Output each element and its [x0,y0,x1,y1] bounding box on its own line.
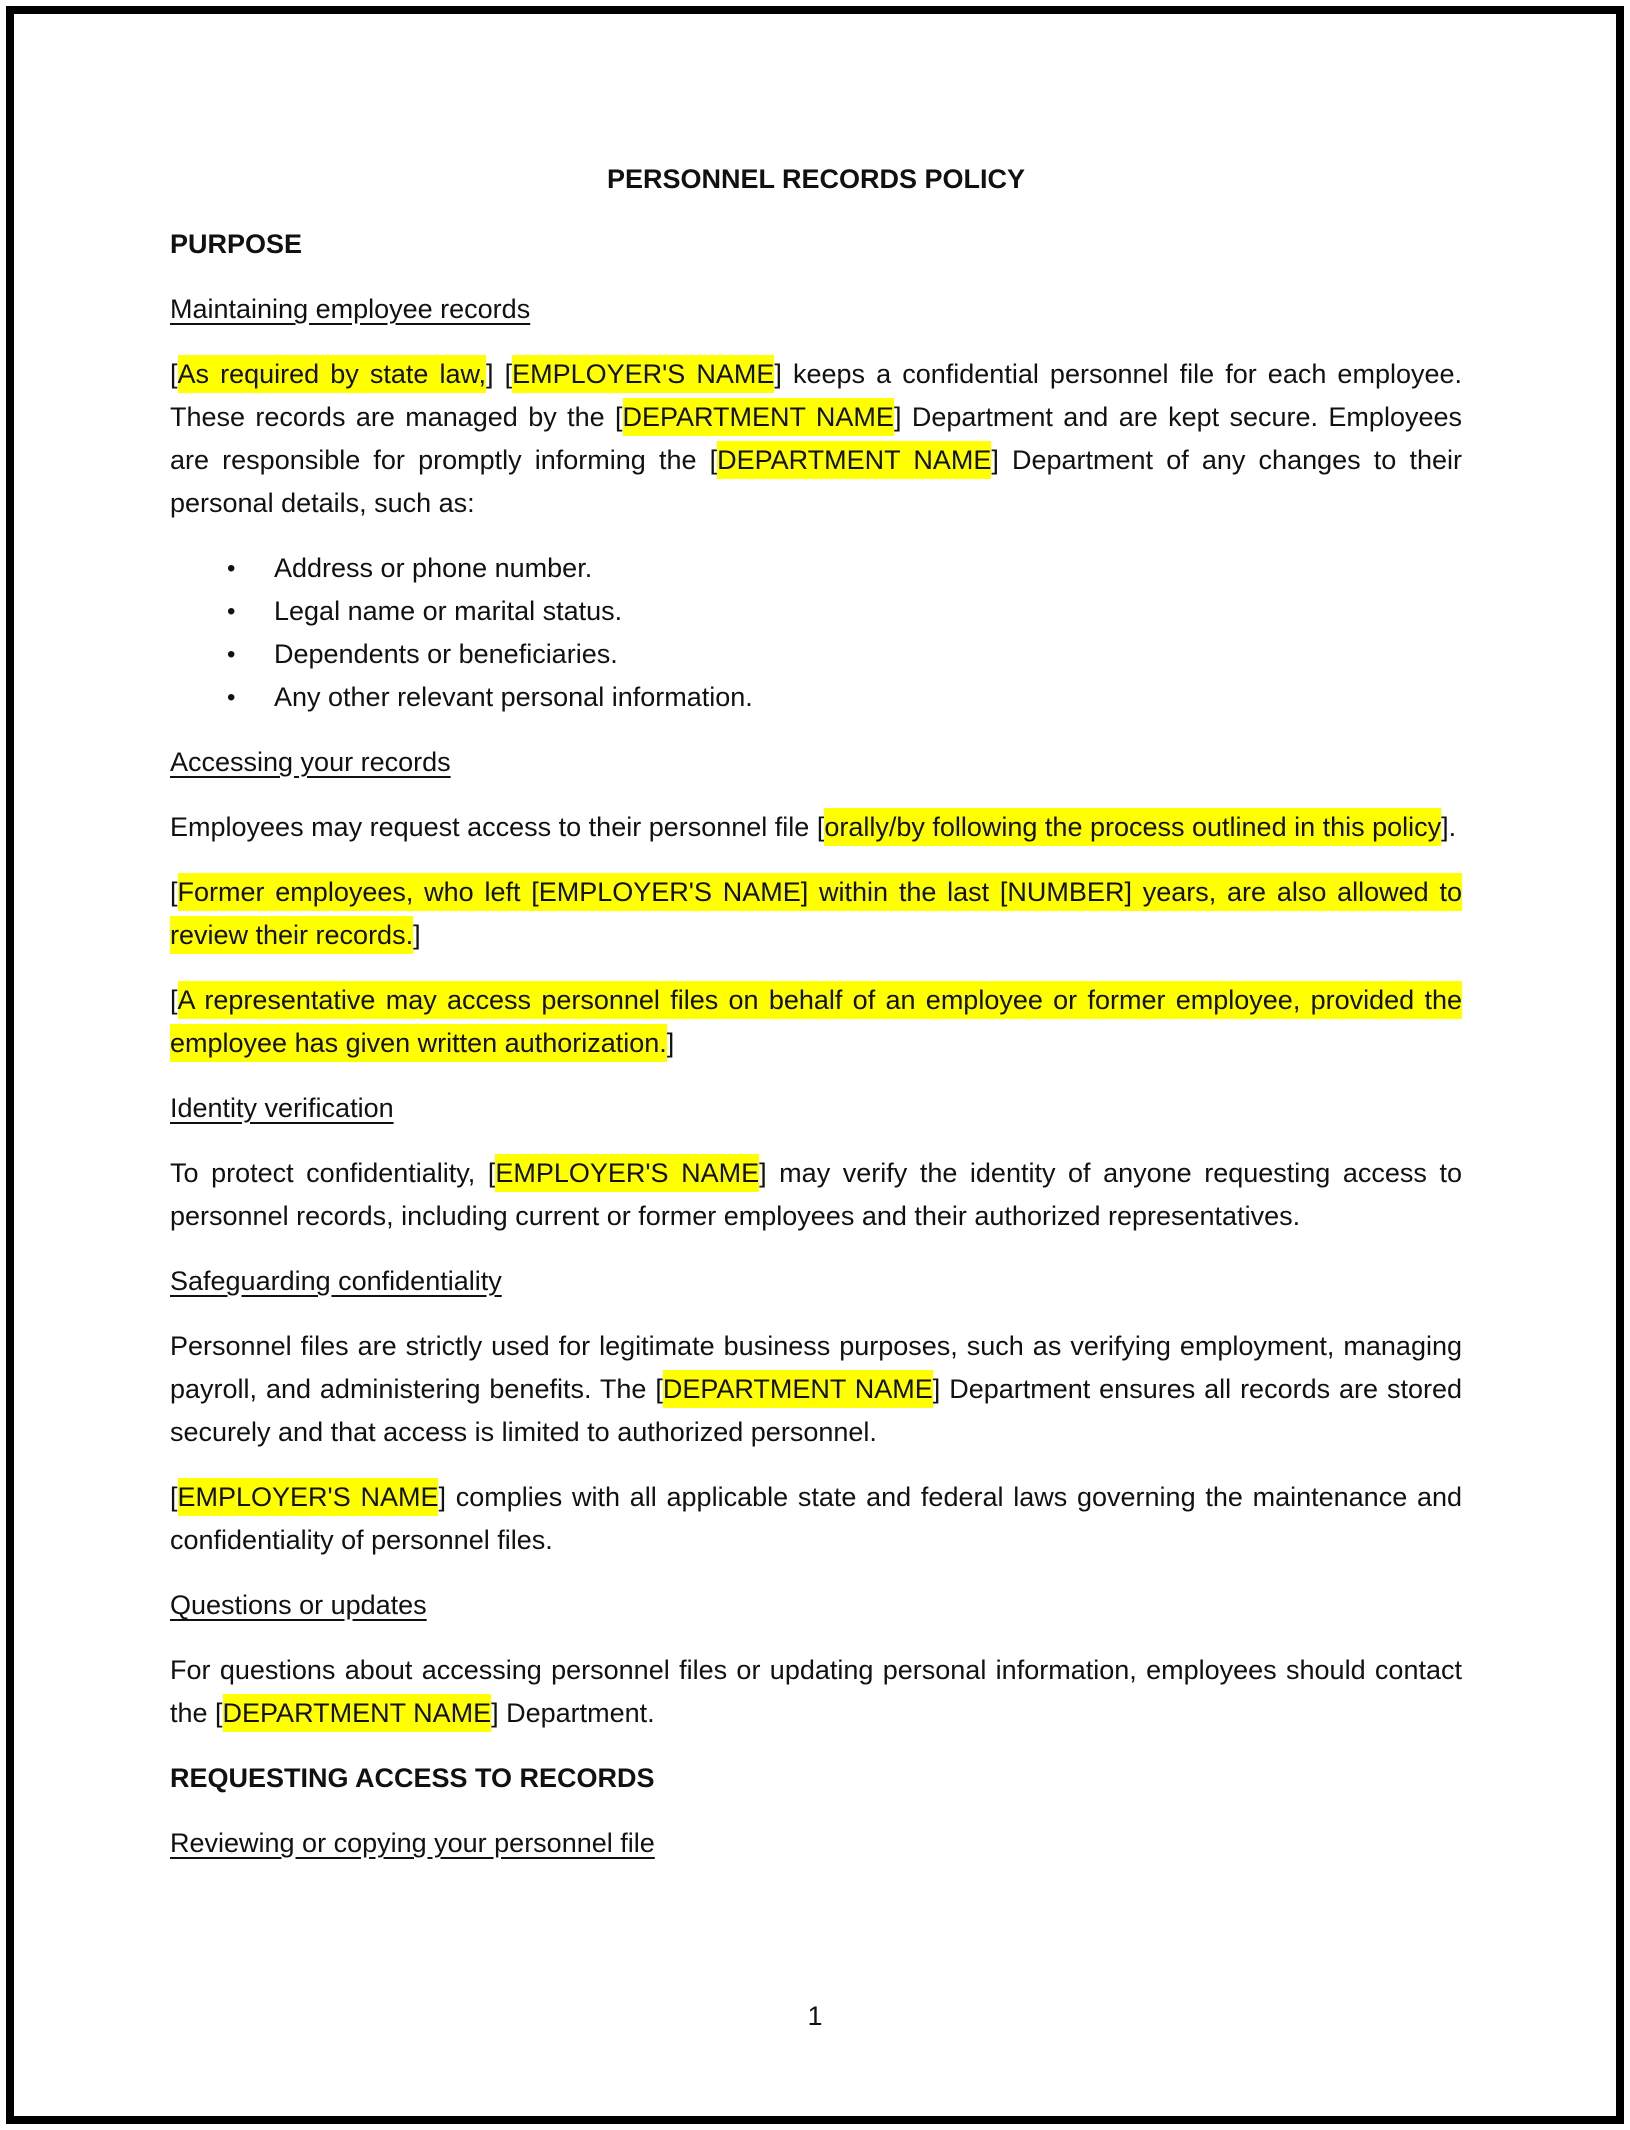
section-subheading: Accessing your records [170,747,451,777]
text-run: ] [666,1028,675,1058]
text-run: ]. [1441,812,1457,842]
section-subheading: Safeguarding confidentiality [170,1266,502,1296]
document-content [170,158,1462,1887]
bullet-text: Legal name or marital status. [274,596,623,626]
text-run: Personnel files are strictly used for legitimate business purposes, such as verifying employment, managing payroll, and administering benefits. The [ [170,1331,1462,1404]
text-run: ] Department. [491,1698,655,1728]
text-run: [ [170,359,178,389]
highlighted-placeholder: EMPLOYER'S NAME [178,1478,439,1516]
highlighted-placeholder: orally/by following the process outlined in this policy [824,808,1441,846]
bullet-icon: • [227,555,236,582]
paragraph [170,1152,1462,1238]
document-blocks [170,223,1462,1865]
highlighted-placeholder: DEPARTMENT NAME [717,441,991,479]
document-title: PERSONNEL RECORDS POLICY [606,164,1026,194]
text-run: ] complies with all applicable state and federal laws governing the maintenance and confidentiality of personnel files. [170,1482,1462,1555]
section-subheading: Identity verification [170,1093,394,1123]
paragraph [170,871,1462,957]
bullet-icon: • [227,684,236,711]
text-run: ] Department of any changes to their personal details, such as: [170,445,1462,518]
bullet-icon: • [227,598,236,625]
highlighted-placeholder: DEPARTMENT NAME [223,1694,492,1732]
highlighted-placeholder: Former employees, who left [EMPLOYER'S NAME] within the last [NUMBER] years, are also allowed to review their records. [170,873,1462,954]
text-run: Employees may request access to their personnel file [ [170,812,825,842]
paragraph [170,1476,1462,1562]
highlighted-placeholder: EMPLOYER'S NAME [495,1154,759,1192]
highlighted-placeholder: DEPARTMENT NAME [623,398,894,436]
paragraph [170,979,1462,1065]
text-run: [ [170,877,178,907]
highlighted-placeholder: A representative may access personnel files on behalf of an employee or former employee, provided the employee has given written authorization. [170,981,1462,1062]
text-run: ] may verify the identity of anyone requesting access to personnel records, including current or former employees and their authorized representatives. [170,1158,1462,1231]
highlighted-placeholder: DEPARTMENT NAME [663,1370,933,1408]
text-run: [ [170,1482,178,1512]
text-run: ] Department and are kept secure. Employees are responsible for promptly informing the [ [170,402,1462,475]
section-subheading: Reviewing or copying your personnel file [170,1828,655,1858]
text-run: [ [170,985,178,1015]
text-run: ] [413,920,421,950]
section-subheading: Maintaining employee records [170,294,531,324]
bullet-icon: • [227,641,236,668]
bullet-item [170,633,1462,676]
section-heading: PURPOSE [170,229,303,259]
bullet-text: Dependents or beneficiaries. [274,639,618,669]
bullet-item [170,676,1462,719]
paragraph [170,353,1462,525]
highlighted-placeholder: EMPLOYER'S NAME [512,355,774,393]
text-run: To protect confidentiality, [ [170,1158,496,1188]
paragraph [170,1325,1462,1454]
bullet-text: Any other relevant personal information. [274,682,753,712]
bullet-list [170,547,1462,719]
bullet-item [170,547,1462,590]
section-heading: REQUESTING ACCESS TO RECORDS [170,1763,655,1793]
text-run: ] [ [486,359,513,389]
page-number: 1 [807,2001,823,2031]
bullet-item [170,590,1462,633]
paragraph [170,806,1462,849]
section-subheading: Questions or updates [170,1590,427,1620]
text-run: ] keeps a confidential personnel file for each employee. These records are managed by the [ [170,359,1463,432]
text-run: For questions about accessing personnel files or updating personal information, employees should contact the [ [170,1655,1462,1728]
paragraph [170,1649,1462,1735]
bullet-text: Address or phone number. [274,553,593,583]
highlighted-placeholder: As required by state law, [178,355,487,393]
text-run: ] Department ensures all records are stored securely and that access is limited to authorized personnel. [170,1374,1462,1447]
